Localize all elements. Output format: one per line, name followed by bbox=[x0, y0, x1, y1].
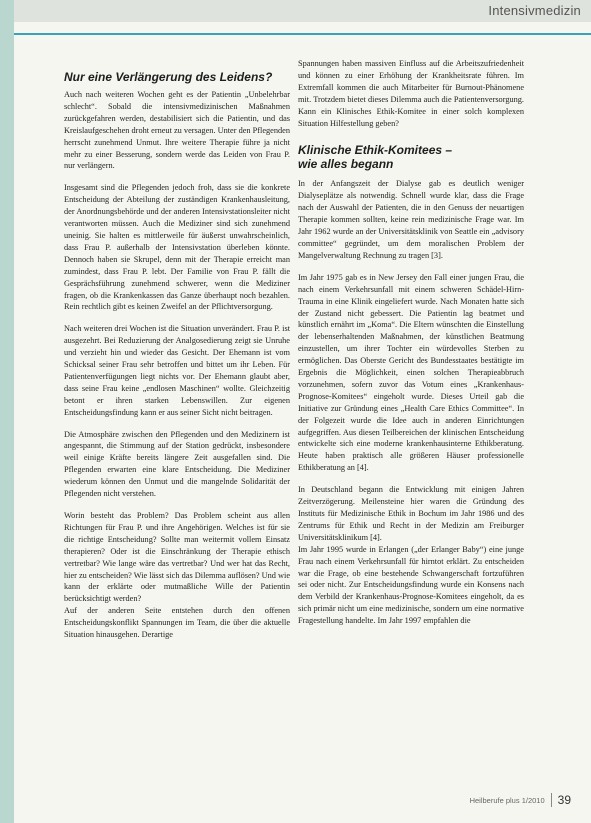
left-column bbox=[64, 58, 290, 641]
section-heading-line: wie alles begann bbox=[298, 157, 394, 172]
right-column bbox=[298, 58, 524, 627]
body-paragraph: In Deutschland begann die Entwicklung mit einigen Jahren Zeitverzögerung. Meilensteine hier waren die Gründung des Instituts für Medizinische Ethik in Bochum im Jahr 1986 und des Zentrums für Ethik und Recht in der Medizin am Freiburger Universitätsklinikum [4]. bbox=[298, 485, 524, 542]
body-paragraph: Insgesamt sind die Pflegenden jedoch froh, dass sie die konkrete Entscheidung der Abteilung der zuständigen Krankenhausleitung, der Anordnungsbehörde und der anderen Intensivstationsleiter nicht verantworten müssen. Auch die Mediziner sind sich zunehmend uneinig. Sie halten es mittlerweile für äußerst unwahrscheinlich, dass Frau P. außerhalb der Intensivstation überleben könnte. Dennoch haben sie Skrupel, denn mit der Therapie erreicht man zumindest, dass Frau P. lebt. Der Familie von Frau P. fällt die Gesprächsführung zunehmend schwerer, wenn die Mediziner fragen, ob die Krankenkassen das Ganze überhaupt noch bezahlen. Rein rechtlich gibt es keinen Zweifel an der Pflichtversorgung. bbox=[64, 183, 290, 312]
body-paragraph: Auf der anderen Seite entstehen durch den offenen Entscheidungskonflikt Spannungen im Team, die über die aktuelle Situation hinausgehen. Derartige bbox=[64, 606, 290, 640]
body-paragraph: In der Anfangszeit der Dialyse gab es deutlich weniger Dialyseplätze als notwendig. Schnell wurde klar, dass die Frage nach der Auswahl der Patienten, die in den Genuss der neuartigen Therapie kommen sollten, keine rein medizinische Frage war. Im Jahr 1962 wurde an der Universitätsklinik von Seattle ein „advisory committee“ gegründet, um dem moralischen Problem der Mangelverwaltung Rechnung zu tragen [3]. bbox=[298, 179, 524, 260]
section-heading-line: Klinische Ethik-Komitees – bbox=[298, 143, 453, 158]
body-paragraph: Im Jahr 1975 gab es in New Jersey den Fall einer jungen Frau, die nach einem Verkehrsunfall mit einem schweren Schädel-Hirn-Trauma in eine Klinik eingeliefert wurde. Nach Monaten hatte sich der Zustand nicht gebessert. Die Patientin lag beatmet und künstlich ernährt im „Koma“. Die Eltern wünschten die Einstellung der lebenserhaltenden Maßnahmen, der künstlichen Beatmung einzustellen, um ihrer Tochter ein würdevolles Sterben zu ermöglichen. Das Oberste Gericht des Bundesstaates bestätigte im Ergebnis die Möglichkeit, einen solchen Therapieabbruch vorzunehmen, sofern zuvor das Votum eines „Krankenhaus-Prognose-Komitees“ eingeholt wurde. Dieses Urteil gab die Initiative zur Gründung eines „Health Care Ethics Committee“. In der Folgezeit wurde die Idee auch in anderen Einrichtungen aufgegriffen. Aus diesen Teilbereichen der klinischen Entscheidung entwickelte sich eine moderne krankenhausinterne Ethikberatung. Heute haben praktisch alle größeren Häuser professionelle Ethikberatung an [4]. bbox=[298, 272, 524, 473]
section-heading bbox=[298, 143, 524, 171]
page-number: 39 bbox=[557, 793, 571, 807]
body-paragraph: Worin besteht das Problem? Das Problem scheint aus allen Richtungen für Frau P. und ihre Angehörigen. Welches ist für sie die richtige Entscheidung? Sollte man weitermit vollem Einsatz therapieren? Oder ist die Einschränkung der Therapie ethisch vertretbar? Wie lange wäre das vertretbar? Und wer hat das Recht, hier zu entscheiden? Wie lässt sich das Dilemma auflösen? Und wie kann der erklärte oder mutmaßliche Wille der Patientin berücksichtigt werden? bbox=[64, 511, 290, 604]
body-paragraph: Spannungen haben massiven Einfluss auf die Arbeitszufriedenheit und können zu einer Erhöhung der Krankheitsrate führen. Im Extremfall kommen die auch Mitarbeiter für Burnout-Phänomene mit. Trotzdem bietet dieses Dilemma auch die Patientenversorgung. Kann ein Klinisches Ethik-Komitee in einer solch komplexen Situation Hilfestellung geben? bbox=[298, 59, 524, 128]
side-color-bar bbox=[0, 0, 14, 823]
body-paragraph: Auch nach weiteren Wochen geht es der Patientin „Unbelehrbar schlecht“. Sobald die intensivmedizinischen Maßnahmen zurückgefahren werden, destabilisiert sich die Patientin, und das Kreislaufgeschehen droht erneut zu versagen. Unter den Pflegenden herrscht zunehmend Unmut. Ihre weitere Therapie führe ja nicht mehr zu einer Besserung, sondern werde das Leiden von Frau P. nur verlängern. bbox=[64, 90, 290, 171]
journal-name: Heilberufe plus 1/2010 bbox=[469, 795, 545, 805]
body-paragraph: Die Atmosphäre zwischen den Pflegenden und den Medizinern ist angespannt, die Stimmung auf der Station gedrückt, insbesondere weil einige Kräfte bereits längere Zeit ausgefallen sind. Die Pflegenden erwarten eine klare Entscheidung. Die Mediziner wiederum können den Unmut und die mangelnde Solidarität der Pflegenden nicht verstehen. bbox=[64, 429, 290, 499]
page-footer bbox=[470, 793, 571, 807]
header-band bbox=[14, 0, 591, 22]
header-rule bbox=[14, 33, 591, 35]
section-label: Intensivmedizin bbox=[488, 3, 581, 18]
body-paragraph: Nach weiteren drei Wochen ist die Situation unverändert. Frau P. ist ausgezehrt. Bei Reduzierung der Analgosedierung zeigt sie Unruhe und verzieht hin und wieder das Gesicht. Der Ehemann ist vom Schicksal seiner Frau sehr betroffen und bittet um ihr Leben. Für Patientenverfügungen liegt nichts vor. Der Ehemann glaubt aber, dass seine Frau keine „endlosen Maschinen“ wollte. Gleichzeitig betont er ihren starken Lebenswillen. Zur eigenen Entscheidungsfindung kann er aus seiner Sicht nicht beitragen. bbox=[64, 324, 290, 417]
body-paragraph: Im Jahr 1995 wurde in Erlangen („der Erlanger Baby“) eine junge Frau nach einem Verkehrsunfall für hirntot erklärt. Zu entscheiden war die Frage, ob eine bestehende Schwangerschaft fortzuführen sei oder nicht. Zur Entscheidungsfindung wurde ein Konsens nach dem Verbild der Krankenhaus-Prognose-Komitees eingeholt, da es sich primär nicht um eine medizinische, sondern um eine normative Fragestellung handelte. Im Jahr 1997 empfahlen die bbox=[298, 544, 524, 626]
section-heading: Nur eine Verlängerung des Leidens? bbox=[64, 70, 273, 84]
footer-divider bbox=[551, 793, 552, 807]
